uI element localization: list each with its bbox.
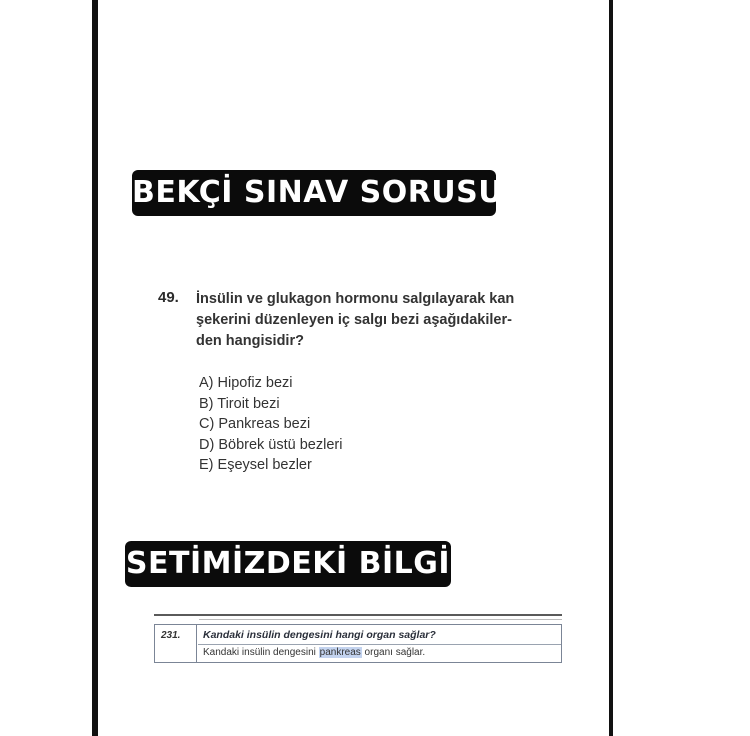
answer-text-before: Kandaki insülin dengesini bbox=[203, 647, 319, 658]
info-table bbox=[154, 614, 562, 663]
answer-options bbox=[199, 373, 342, 476]
highlighted-answer: pankreas bbox=[319, 647, 361, 658]
question-line: şekerini düzenleyen iç salgı bezi aşağıdakiler- bbox=[196, 312, 512, 328]
question-line: İnsülin ve glukagon hormonu salgılayarak kan bbox=[196, 291, 515, 307]
option-d: D) Böbrek üstü bezleri bbox=[199, 436, 343, 453]
question-line: den hangisidir? bbox=[196, 333, 304, 349]
table-sub-rule bbox=[199, 619, 562, 620]
item-number: 231. bbox=[155, 625, 197, 662]
exam-question-banner: BEKÇİ SINAV SORUSU bbox=[132, 170, 496, 216]
answer-text-after: organı sağlar. bbox=[361, 647, 426, 658]
option-a: A) Hipofiz bezi bbox=[199, 375, 293, 391]
option-e: E) Eşeysel bezler bbox=[199, 457, 312, 473]
table-top-rule bbox=[154, 614, 562, 616]
table-row bbox=[154, 624, 562, 663]
option-c: C) Pankreas bezi bbox=[199, 416, 311, 432]
question-number: 49. bbox=[158, 289, 179, 306]
info-answer bbox=[203, 647, 425, 658]
option-b: B) Tiroit bezi bbox=[199, 395, 280, 412]
question-text bbox=[196, 289, 564, 352]
cell-divider bbox=[198, 644, 561, 645]
set-info-banner: SETİMİZDEKİ BİLGİ bbox=[125, 541, 451, 587]
info-question: Kandaki insülin dengesini hangi organ sağlar? bbox=[203, 629, 436, 641]
